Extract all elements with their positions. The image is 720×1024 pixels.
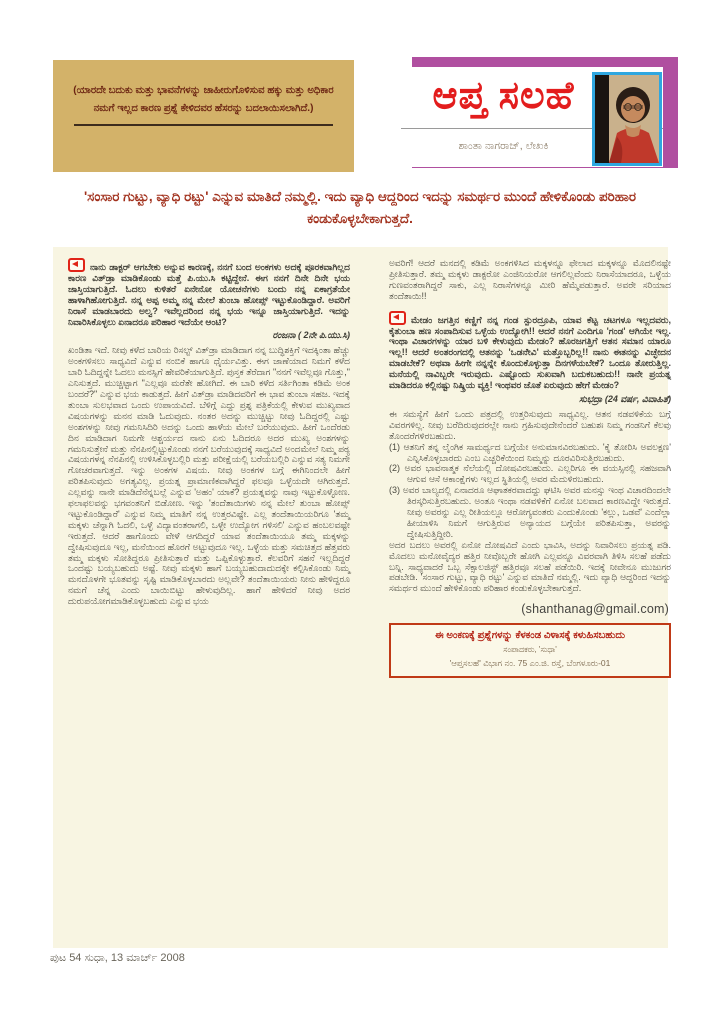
page-footer: ಪುಟ 54 ಸುಧಾ, 13 ಮಾರ್ಚ್ 2008 (50, 952, 185, 964)
question-icon (68, 258, 85, 272)
address-box-editor: ಸಂಪಾದಕರು, 'ಸುಧಾ' (503, 645, 557, 655)
answer-2-item-1: (1) ಆತನಿಗೆ ತನ್ನ ಲೈಂಗಿಕ ಸಾಮರ್ಥ್ಯದ ಬಗ್ಗೆಯೇ ಅನುಮಾನವಿರಬಹುದು. 'ಕೈ ತೋರಿಸಿ ಅವಲಕ್ಷಣ' ಎನ್ನಿಸಿಕೊಳ್ಳಬಾರದು ಎಂಬ ಎಚ್ಚರಿಕೆಯಿಂದ ನಿಮ್ಮನ್ನು ದೂರವಿರಿಸುತ್ತಿರಬಹುದು. (389, 441, 671, 463)
paragraph-gap (389, 302, 671, 311)
answer-2-item-2: (2) ಅವರ ಭಾವನಾತ್ಮಕ ನೆಲೆಯಲ್ಲಿ ದೋಷವಿರಬಹುದು. ಎಲ್ಲರಿಗೂ ಈ ವಯಸ್ಸಿನಲ್ಲಿ ಸಹಜವಾಗಿ ಆಗುವ ಆಸೆ ಆಕಾಂಕ್ಷೆಗಳು ಇಲ್ಲದ ಸ್ಥಿತಿಯಲ್ಲಿ ಅವರ ಮೆದುಳಿರಬಹುದು. (389, 463, 671, 485)
page-headline: 'ಸಂಸಾರ ಗುಟ್ಟು, ವ್ಯಾಧಿ ರಟ್ಟು' ಎನ್ನುವ ಮಾತಿದೆ ನಮ್ಮಲ್ಲಿ. ಇದು ವ್ಯಾಧಿ ಆದ್ದರಿಂದ ಇದನ್ನು ಸಮರ್ಥರ ಮುಂದೆ ಹೇಳಿಕೊಂಡು ಪರಿಹಾರ ಕಂಡುಕೊಳ್ಳಬೇಕಾಗುತ್ತದೆ. (83, 189, 637, 226)
disclaimer-text: (ಯಾರದೇ ಬದುಕು ಮತ್ತು ಭಾವನೆಗಳನ್ನು ಜಾಹೀರುಗೊಳಿಸುವ ಹಕ್ಕು ಮತ್ತು ಅಧಿಕಾರ ನಮಗೆ ಇಲ್ಲದ ಕಾರಣ ಪ್ರಶ್ನೆ ಕೇಳಿದವರ ಹೆಸರನ್ನು ಬದಲಾಯಿಸಲಾಗಿದೆ.) (73, 85, 334, 114)
answer-1-continued: ಅವರಿಗೆ! ಆದರೆ ಮನದಲ್ಲಿ ಕಡಿಮೆ ಅಂಕಗಳಿಸಿದ ಮಕ್ಕಳನ್ನೂ ಫೇಲಾದ ಮಕ್ಕಳನ್ನೂ ಮೊದಲಿನಷ್ಟೇ ಪ್ರೀತಿಸುತ್ತಾರೆ. ತಮ್ಮ ಮಕ್ಕಳು ಡಾಕ್ಟರೋ ಎಂಜಿನಿಯರೋ ಆಗಲಿಲ್ಲವೆಂದು ನಿರಾಸೆಯಾದರೂ, ಒಳ್ಳೆಯ ಗುಣವಂತರಾಗಿದ್ದರೆ ಸಾಕು, ಎಲ್ಲ ನಿರಾಸೆಗಳನ್ನೂ ಮೀರಿ ಹೆಮ್ಮೆಪಡುತ್ತಾರೆ. ಅವರೇ ಸರಿಯಾದ ತಂದೆತಾಯಿ!! (389, 258, 671, 301)
question-2 (389, 311, 671, 391)
disclaimer-divider (74, 124, 332, 126)
contact-email: (shanthanag@gmail.com) (521, 602, 669, 617)
disclaimer-box (53, 60, 354, 172)
address-box-heading: ಈ ಅಂಕಣಕ್ಕೆ ಪ್ರಶ್ನೆಗಳನ್ನು ಕೆಳಕಂಡ ವಿಳಾಸಕ್ಕೆ ಕಳುಹಿಸಬಹುದು (434, 630, 626, 642)
question-icon (389, 311, 406, 325)
answer-2-closing: ಅದರ ಬದಲು ಅವರಲ್ಲಿ ಏನೋ ದೋಷವಿದೆ ಎಂದು ಭಾವಿಸಿ, ಅದನ್ನು ನಿವಾರಿಸಲು ಪ್ರಯತ್ನ ಪಡಿ. ಮೊದಲು ಮನೋವೈದ್ಯರ ಹತ್ತಿರ ನೀವೊಬ್ಬರೇ ಹೋಗಿ ಎಲ್ಲವನ್ನೂ ವಿವರವಾಗಿ ತಿಳಿಸಿ ಸಲಹೆ ಪಡೆದು ಬನ್ನಿ. ಸಾಧ್ಯವಾದರೆ ಒಬ್ಬ ಸೆಕ್ಸಾಲಜಿಸ್ಟ್ ಹತ್ತಿರವೂ ಸಲಹೆ ಪಡೆಯಿರಿ. ಇದಕ್ಕೆ ನೀವೇನೂ ಮುಜುಗರ ಪಡಬೇಡಿ. 'ಸಂಸಾರ ಗುಟ್ಟು, ವ್ಯಾಧಿ ರಟ್ಟು' ಎನ್ನುವ ಮಾತಿದೆ ನಮ್ಮಲ್ಲಿ. ಇದು ವ್ಯಾಧಿ ಆದ್ದರಿಂದ ಇದನ್ನು ಸಮರ್ಥರ ಮುಂದೆ ಹೇಳಿಕೊಂಡು ಪರಿಹಾರ ಕಂಡುಕೊಳ್ಳಬೇಕಾಗುತ್ತದೆ. (389, 539, 671, 594)
answer-2-intro: ಈ ಸಮಸ್ಯೆಗೆ ಹೀಗೆ ಒಂದು ಪತ್ರದಲ್ಲಿ ಉತ್ತರಿಸುವುದು ಸಾಧ್ಯವಿಲ್ಲ. ಆತನ ನಡವಳಿಕೆಯ ಬಗ್ಗೆ ವಿವರಗಳಿಲ್ಲ. ನೀವು ಬರೆದಿರುವುದರಲ್ಲೇ ನಾನು ಗ್ರಹಿಸುವುದೇನೆಂದರೆ ಬಹುಶಃ ನಿಮ್ಮ ಗಂಡನಿಗೆ ಕೆಲವು ತೊಂದರೆಗಳಿರಬಹುದು. (389, 408, 671, 441)
question-1-text: ನಾನು ಡಾಕ್ಟರ್ ಆಗಬೇಕು ಅನ್ನುವ ಕಾರಣಕ್ಕೆ, ನನಗೆ ಬಂದ ಅಂಕಗಳು ಅದಕ್ಕೆ ಪೂರಕವಾಗಿಲ್ಲದ ಕಾರಣ ವಿತ್‌ಡ್ರಾ ಮಾಡಿಕೊಂಡು ಮತ್ತೆ ಪಿ.ಯು.ಸಿ ಕಟ್ಟಿದ್ದೇನೆ. ಈಗ ನನಗೆ ದಿನೇ ದಿನೇ ಭಯ ಜಾಸ್ತಿಯಾಗುತ್ತಿದೆ. ಓದಲು ಕುಳಿತರೆ ಏನೇನೋ ಯೋಚನೆಗಳು ಬಂದು ನನ್ನ ಏಕಾಗ್ರತೆಯೇ ಹಾಳಾಗಿಹೋಗುತ್ತಿದೆ. ನನ್ನ ಅಪ್ಪ ಅಮ್ಮ ನನ್ನ ಮೇಲೆ ತುಂಬಾ ಹೋಪ್ಸ್ ಇಟ್ಟುಕೊಂಡಿದ್ದಾರೆ. ಅವರಿಗೆ ನಿರಾಸೆ ಮಾಡಬಾರದು ಅಲ್ವ? ಇವೆಲ್ಲದರಿಂದ ನನ್ನ ಭಯ ಇನ್ನೂ ಜಾಸ್ತಿಯಾಗುತ್ತಿದೆ. ಇದನ್ನು ನಿವಾರಿಸಿಕೊಳ್ಳಲು ಏನಾದರೂ ಪರಿಹಾರ ಇದೆಯೇ ಆಂಟಿ? (68, 262, 350, 327)
answer-2-item-3: (3) ಅವರ ಬಾಲ್ಯದಲ್ಲಿ ಏನಾದರೂ ಆಘಾತಕರವಾದದ್ದು ಘಟಿಸಿ ಅವರ ಮನಸ್ಸು ಇಂಥ ವಿಚಾರದಿಂದಲೇ ತಿರಸ್ಕರಿಸುತ್ತಿರಬಹುದು. ಅಂತೂ ಇಂಥಾ ನಡವಳಿಕೆಗೆ ಏನೋ ಬಲವಾದ ಕಾರಣವಿದ್ದೇ ಇರುತ್ತದೆ. ನೀವು ಅವರನ್ನು ಎಲ್ಲ ರೀತಿಯಲ್ಲೂ ಆರೋಗ್ಯವಂತರು ಎಂದುಕೊಂಡು 'ಕಲ್ಲು, ಒಡವೆ' ಎಂದೆಲ್ಲಾ ಹೀಯಾಳಿಸಿ ನಿಮಗೆ ಆಗುತ್ತಿರುವ ಅನ್ಯಾಯದ ಬಗ್ಗೆಯೇ ಪರಿತಪಿಸುತ್ತಾ, ಅವರನ್ನು ದ್ವೇಷಿಸುತ್ತಿದ್ದೀರಿ. (389, 485, 671, 539)
author-photo (592, 72, 662, 166)
answer-1-left: ಖಂಡಿತಾ ಇದೆ. ನೀವು ಕಳೆದ ಬಾರಿಯ ರಿಸಲ್ಟ್ ವಿತ್‌ಡ್ರಾ ಮಾಡಿದಾಗ ನನ್ನ ಬುದ್ಧಿಶಕ್ತಿಗೆ ಇದಕ್ಕಿಂತಾ ಹೆಚ್ಚು ಅಂಕಗಳಿಸಲು ಸಾಧ್ಯವಿದೆ ಎನ್ನುವ ನಂಬಿಕೆ ಹಾಗೂ ಧೈರ್ಯವಿತ್ತು. ಈಗ ಜಾಣೆಯಾದ ನಿಮಗೆ ಕಳೆದ ಬಾರಿ ಓದಿದ್ದನ್ನೇ ಓದಲು ಮನಸ್ಸಿಗೆ ಹೇವರಿಕೆಯಾಗುತ್ತಿದೆ. ಪುಸ್ತಕ ತೆರೆದಾಗ "ನನಗೆ ಇವೆಲ್ಲವೂ ಗೊತ್ತು," ಎನಿಸುತ್ತದೆ. ಮುಚ್ಚಿಟ್ಟಾಗ "ಎಲ್ಲವೂ ಮರೆತೇ ಹೋಗಿದೆ. ಈ ಬಾರಿ ಕಳೆದ ಸರ್ತಿಗಿಂತಾ ಕಡಿಮೆ ಅಂಕ ಬಂದರೆ?" ಎನ್ನುವ ಭಯ ಕಾಡುತ್ತದೆ. ಹೀಗೆ ವಿತ್‌ಡ್ರಾ ಮಾಡಿದವರಿಗೆ ಈ ಭಾವ ತುಂಬಾ ಸಹಜ. ಇದಕ್ಕೆ ತುಂಬಾ ಸುಲಭವಾದ ಒಂದು ಉಪಾಯವಿದೆ. ಬೆಳಿಗ್ಗೆ ಎದ್ದು ಪ್ರಶ್ನ ಪತ್ರಿಕೆಯಲ್ಲಿ ಕೇಳುವ ಮುಖ್ಯವಾದ ವಿಷಯಗಳನ್ನು ಮನನ ಮಾಡಿ ಓದುವುದು. ನಂತರ ಅದನ್ನು ಮುಚ್ಚಿಟ್ಟು ನೀವು ಓದಿದ್ದರಲ್ಲಿ ಎಷ್ಟು ಅಂಶಗಳನ್ನು ನೀವು ಗಮನಿಸಿದಿರಿ ಅದನ್ನು ಒಂದು ಹಾಳೆಯ ಮೇಲೆ ಬರೆಯುವುದು. ಹೀಗೆ ಒಂದೆರಡು ದಿನ ಮಾಡಿದಾಗ ನಿಮಗೇ ಆಶ್ಚರ್ಯದ ನಾನು ಏನು ಓದಿದರೂ ಅದರ ಮುಖ್ಯ ಅಂಶಗಳನ್ನು ಗಮನಿಸುತ್ತೇನೆ ಮತ್ತು ನೆನಪಿನಲ್ಲಿಟ್ಟುಕೊಂಡು ನನಗೆ ಬರೆಯುವುದಕ್ಕೆ ಸಾಧ್ಯವಿದೆ ಅಂದಮೇಲೆ ನಿಮ್ಮ ಪಠ್ಯ ವಿಷಯಗಳನ್ನ ನೆನಪಿನಲ್ಲಿ ಉಳಿಸಿಕೊಳ್ಳಬಲ್ಲಿರಿ ಮತ್ತು ಪರೀಕ್ಷೆಯಲ್ಲಿ ಬರೆಯಬಲ್ಲಿರಿ ಎನ್ನುವ ಸತ್ಯ ನಿಮಗೇ ಗೋಚರವಾಗುತ್ತದೆ. ಇನ್ನು ಅಂಕಗಳ ವಿಷಯ. ನೀವು ಅಂಕಗಳ ಬಗ್ಗೆ ಈಗಿನಿಂದಲೇ ಹೀಗೆ ಪರಿತಪಿಸುವುದು ಅಗತ್ಯವಿಲ್ಲ. ಪ್ರಯತ್ನ ಪ್ರಾಮಾಣಿಕವಾಗಿದ್ದರೆ ಫಲವೂ ಒಳ್ಳೆಯದೇ ಆಗಿರುತ್ತದೆ. ಎಲ್ಲವನ್ನು ನಾನೇ ಮಾಡಿದೆನೆನ್ನಬಲ್ಲೆ ಎನ್ನುವ 'ಅಹಂ' ಯಾಕೆ? ಪ್ರಯತ್ನವನ್ನು ನಾವು ಇಟ್ಟುಕೊಳ್ಳೋಣ. ಫಲಾಫಲವನ್ನು ಭಗವಂತನಿಗೆ ಬಿಡೋಣ. ಇನ್ನು 'ತಂದೆತಾಯಿಗಳು ನನ್ನ ಮೇಲೆ ತುಂಬಾ ಹೋಪ್ಸ್ ಇಟ್ಟುಕೊಂಡಿದ್ದಾರೆ' ಎನ್ನುವ ನಿಮ್ಮ ಮಾತಿಗೆ ನನ್ನ ಉತ್ತರವಿಷ್ಟೇ. ಎಲ್ಲ ತಂದೆತಾಯಿಯರಿಗೂ 'ತಮ್ಮ ಮಕ್ಕಳು ಚೆನ್ನಾಗಿ ಓದಲಿ, ಒಳ್ಳೆ ವಿದ್ಯಾವಂತರಾಗಲಿ, ಒಳ್ಳೇ ಉದ್ಯೋಗ ಗಳಿಸಲಿ' ಎನ್ನುವ ಹಂಬಲವಷ್ಟೇ ಇರುತ್ತದೆ. ಆದರೆ ಹಾಗೊಂದು ವೇಳೆ ಆಗದಿದ್ದರೆ ಯಾವ ತಂದೆತಾಯಿಯೂ ತಮ್ಮ ಮಕ್ಕಳನ್ನು ದ್ವೇಷಿಸುವುದೂ ಇಲ್ಲ, ಮನೆಯಿಂದ ಹೊರಗೆ ಅಟ್ಟುವುದೂ ಇಲ್ಲ. ಒಳ್ಳೆಯ ಮತ್ತು ಸಮಚಿತ್ತದ ಹೆತ್ತವರು ತಮ್ಮ ಮಕ್ಕಳು ಸೋತಿದ್ದರೂ ಪ್ರೀತಿಸುತ್ತಾರೆ ಮತ್ತು ಒಪ್ಪಿಕೊಳ್ಳುತ್ತಾರೆ. ಕೆಲವರಿಗೆ ಸಹನೆ ಇಲ್ಲದಿದ್ದರೆ ಒಂದಷ್ಟು ಬಯ್ಯಬಹುದು ಅಷ್ಟೆ. ನೀವು ಮಕ್ಕಳು ಹಾಗೆ ಬಯ್ಯಬಹುದಾದುದಕ್ಕೇ ಕಲ್ಪಿಸಿಕೊಂಡು ನಿಮ್ಮ ಮನದೊಳಗೇ ಭೂತವನ್ನು ಸೃಷ್ಟಿ ಮಾಡಿಕೊಳ್ಳಬಾರದು ಅಲ್ಲವೇ? ತಂದೆತಾಯಿಯರು ನೀನು ಹೇಳಿದ್ದರೂ ನಮಗೆ ಚೆನ್ನ ಎಂದು ಬಾಯಿಬಿಟ್ಟು ಹೇಳುವುದಿಲ್ಲ. ಹಾಗೆ ಹೇಳಿದರೆ ನೀವು ಅದರ ದುರುಪಯೋಗಮಾಡಿಕೊಳ್ಳಬಹುದು ಎನ್ನುವ ಭಯ (68, 345, 350, 607)
right-column (389, 258, 671, 678)
author-byline: ಶಾಂತಾ ನಾಗರಾಜ್, ಲೇಖಕಿ (458, 140, 549, 152)
address-box (389, 623, 671, 678)
question-1 (68, 258, 350, 327)
question-2-signature: ಸುಭದ್ರಾ (24 ವರ್ಷ, ವಿವಾಹಿತೆ) (579, 393, 671, 404)
left-column (68, 258, 350, 607)
column-title: ಆಪ್ತ ಸಲಹೆ (432, 75, 575, 117)
address-box-street: 'ಆಪ್ತಸಲಹೆ' ವಿಭಾಗ ನಂ. 75 ಎಂ.ಜಿ. ರಸ್ತೆ, ಬೆಂಗಳೂರು-01 (449, 658, 611, 668)
question-1-signature: ರಂಜನಾ ( 2ನೇ ಪಿ.ಯು.ಸಿ) (272, 330, 350, 341)
question-2-text: ಮೇಡಂ ಜಗತ್ತಿನ ಕಣ್ಣಿಗೆ ನನ್ನ ಗಂಡ ಸ್ಪುರದ್ರೂಪಿ, ಯಾವ ಕೆಟ್ಟ ಚಟಗಳೂ ಇಲ್ಲದವರು, ಕೈತುಂಬಾ ಹಣ ಸಂಪಾದಿಸುವ ಒಳ್ಳೆಯ ಉದ್ಯೋಗಿ!! ಆದರೆ ನನಗೆ ಎಂದಿಗೂ 'ಗಂಡ' ಆಗಿಯೇ ಇಲ್ಲ. ಇಂಥಾ ವಿಚಾರಗಳನ್ನು ಯಾರ ಬಳಿ ಕೇಳುವುದು ಮೇಡಂ? ಹೊರಜಗತ್ತಿಗೆ ಆತನ ಸಮಾನ ಯಾರೂ ಇಲ್ಲ!! ಆದರೆ ಅಂತರಂಗದಲ್ಲಿ ಆತನನ್ನು 'ಒಡನೆೇವಿ' ಮತ್ತೊಬ್ಬರಿಲ್ಲ!! ನಾನು ಈತನನ್ನು ವಿಚ್ಛೇದನ ಮಾಡಬೇಕೆ? ಅಥವಾ ಹೀಗೇ ನನ್ನನ್ನೇ ಕೊಂದುಕೊಳ್ಳುತ್ತಾ ದಿನಗಳೆಯಬೇಕೆ? ಒಂದೂ ತೋರುತ್ತಿಲ್ಲ. ಮನೆಯಲ್ಲಿ ನಾವಿಬ್ಬರೇ ಇರುವುದು. ಎಷ್ಟೊಂದು ಸುಖವಾಗಿ ಬದುಕಬಹುದು!! ನಾನೇ ಪ್ರಯತ್ನ ಮಾಡಿದರೂ ಕಲ್ಲಿನಷ್ಟು ನಿಷ್ಕ್ರಿಯ ವ್ಯಕ್ತಿ! ಇಂಥವರ ಜೊತೆ ಏರುವುದು ಹೇಗೆ ಮೇಡಂ? (389, 314, 671, 391)
